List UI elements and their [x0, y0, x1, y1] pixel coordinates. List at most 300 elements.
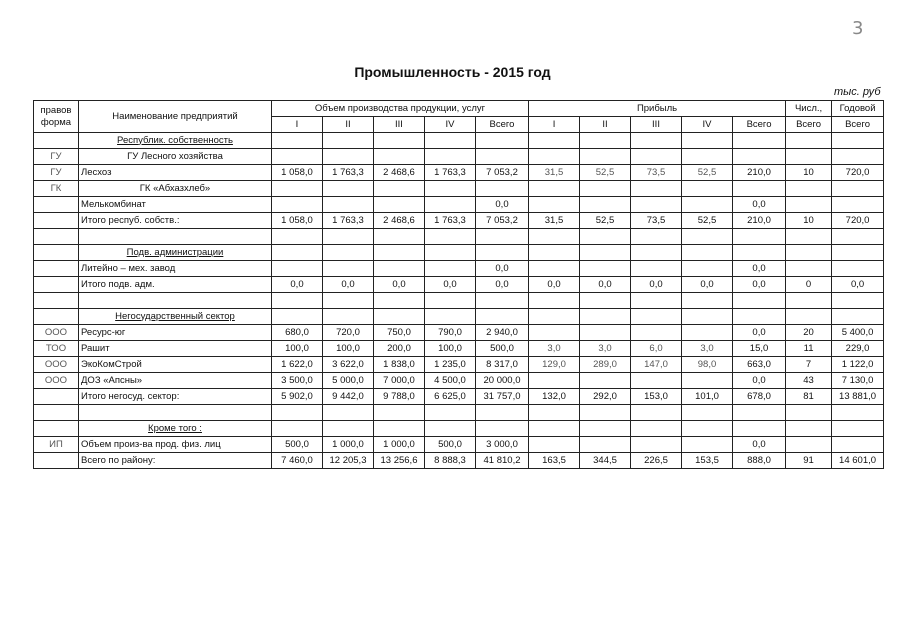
- header-count-total: Всего: [786, 117, 832, 133]
- value-cell: [786, 149, 832, 165]
- value-cell: 0,0: [476, 277, 529, 293]
- value-cell: 0,0: [631, 277, 682, 293]
- value-cell: [529, 373, 580, 389]
- value-cell: 0,0: [323, 277, 374, 293]
- legal-form-cell: [34, 261, 79, 277]
- value-cell: [425, 309, 476, 325]
- legal-form-cell: [34, 197, 79, 213]
- value-cell: [272, 133, 323, 149]
- table-row-total: [34, 277, 884, 293]
- value-cell: [374, 181, 425, 197]
- value-cell: 100,0: [323, 341, 374, 357]
- value-cell: 292,0: [580, 389, 631, 405]
- value-cell: [374, 149, 425, 165]
- value-cell: 0,0: [832, 277, 884, 293]
- value-cell: [580, 437, 631, 453]
- value-cell: 720,0: [832, 165, 884, 181]
- value-cell: [374, 421, 425, 437]
- value-cell: [832, 437, 884, 453]
- value-cell: 720,0: [832, 213, 884, 229]
- legal-form-cell: [34, 309, 79, 325]
- value-cell: 20 000,0: [476, 373, 529, 389]
- value-cell: [832, 261, 884, 277]
- value-cell: [682, 437, 733, 453]
- value-cell: 663,0: [733, 357, 786, 373]
- value-cell: [631, 229, 682, 245]
- value-cell: [529, 181, 580, 197]
- header-row-top: [34, 101, 884, 117]
- value-cell: 0,0: [374, 277, 425, 293]
- value-cell: 3,0: [529, 341, 580, 357]
- value-cell: [425, 197, 476, 213]
- value-cell: [682, 325, 733, 341]
- value-cell: [786, 293, 832, 309]
- value-cell: [323, 405, 374, 421]
- value-cell: 13 881,0: [832, 389, 884, 405]
- value-cell: [272, 309, 323, 325]
- value-cell: [529, 309, 580, 325]
- value-cell: [682, 405, 733, 421]
- value-cell: [682, 245, 733, 261]
- value-cell: 153,5: [682, 453, 733, 469]
- value-cell: 6 625,0: [425, 389, 476, 405]
- enterprise-name-cell: ЭкоКомСтрой: [79, 357, 272, 373]
- page-title: Промышленность - 2015 год: [354, 64, 551, 80]
- value-cell: [580, 133, 631, 149]
- value-cell: 43: [786, 373, 832, 389]
- value-cell: 10: [786, 213, 832, 229]
- value-cell: [682, 309, 733, 325]
- value-cell: [529, 197, 580, 213]
- value-cell: [631, 197, 682, 213]
- value-cell: [374, 229, 425, 245]
- value-cell: [272, 421, 323, 437]
- units-label: тыс. руб: [834, 86, 881, 98]
- table-row-blank: [34, 229, 884, 245]
- value-cell: 3 500,0: [272, 373, 323, 389]
- legal-form-cell: [34, 133, 79, 149]
- value-cell: 1 763,3: [425, 213, 476, 229]
- enterprise-name-cell: Рашит: [79, 341, 272, 357]
- value-cell: [529, 261, 580, 277]
- value-cell: [476, 309, 529, 325]
- value-cell: [580, 293, 631, 309]
- value-cell: 0: [786, 277, 832, 293]
- table-row-blank: [34, 405, 884, 421]
- value-cell: 226,5: [631, 453, 682, 469]
- table-row: [34, 165, 884, 181]
- table-row: [34, 341, 884, 357]
- header-profit-q4: IV: [682, 117, 733, 133]
- value-cell: [832, 309, 884, 325]
- value-cell: [580, 245, 631, 261]
- value-cell: [425, 245, 476, 261]
- value-cell: 7: [786, 357, 832, 373]
- legal-form-cell: ГК: [34, 181, 79, 197]
- value-cell: [786, 197, 832, 213]
- value-cell: [580, 229, 631, 245]
- value-cell: 0,0: [733, 277, 786, 293]
- value-cell: [733, 293, 786, 309]
- value-cell: [786, 309, 832, 325]
- value-cell: 1 122,0: [832, 357, 884, 373]
- value-cell: [529, 437, 580, 453]
- enterprise-name-cell: Мелькомбинат: [79, 197, 272, 213]
- legal-form-cell: [34, 389, 79, 405]
- legal-form-cell: [34, 277, 79, 293]
- header-profit-q1: I: [529, 117, 580, 133]
- header-profit-total: Всего: [733, 117, 786, 133]
- value-cell: [323, 309, 374, 325]
- enterprise-name-cell: Итого подв. адм.: [79, 277, 272, 293]
- table-row-total: [34, 389, 884, 405]
- value-cell: [580, 197, 631, 213]
- value-cell: 0,0: [272, 277, 323, 293]
- value-cell: 500,0: [425, 437, 476, 453]
- value-cell: 7 130,0: [832, 373, 884, 389]
- value-cell: 73,5: [631, 165, 682, 181]
- value-cell: [733, 405, 786, 421]
- value-cell: 7 460,0: [272, 453, 323, 469]
- value-cell: 1 622,0: [272, 357, 323, 373]
- value-cell: 678,0: [733, 389, 786, 405]
- value-cell: [272, 245, 323, 261]
- value-cell: [631, 437, 682, 453]
- value-cell: [682, 149, 733, 165]
- header-volume-q3: III: [374, 117, 425, 133]
- value-cell: 81: [786, 389, 832, 405]
- value-cell: [786, 437, 832, 453]
- value-cell: 91: [786, 453, 832, 469]
- enterprise-name-cell: Кроме того :: [79, 421, 272, 437]
- industry-report-table: [33, 100, 884, 469]
- header-profit-q3: III: [631, 117, 682, 133]
- value-cell: 20: [786, 325, 832, 341]
- value-cell: 52,5: [682, 165, 733, 181]
- table-row: [34, 149, 884, 165]
- table-row: [34, 245, 884, 261]
- header-volume-q2: II: [323, 117, 374, 133]
- table-row: [34, 133, 884, 149]
- value-cell: [631, 309, 682, 325]
- value-cell: [786, 261, 832, 277]
- value-cell: [476, 133, 529, 149]
- enterprise-name-cell: [79, 293, 272, 309]
- enterprise-name-cell: Негосударственный сектор: [79, 309, 272, 325]
- value-cell: [272, 181, 323, 197]
- enterprise-name-cell: ГУ Лесного хозяйства: [79, 149, 272, 165]
- value-cell: [272, 261, 323, 277]
- value-cell: [529, 293, 580, 309]
- value-cell: [323, 261, 374, 277]
- value-cell: 8 888,3: [425, 453, 476, 469]
- value-cell: [733, 309, 786, 325]
- value-cell: 31 757,0: [476, 389, 529, 405]
- value-cell: 8 317,0: [476, 357, 529, 373]
- value-cell: 0,0: [425, 277, 476, 293]
- value-cell: [786, 133, 832, 149]
- value-cell: [631, 373, 682, 389]
- value-cell: [272, 293, 323, 309]
- value-cell: [682, 229, 733, 245]
- value-cell: [580, 149, 631, 165]
- value-cell: [682, 261, 733, 277]
- enterprise-name-cell: Итого негосуд. сектор:: [79, 389, 272, 405]
- legal-form-cell: ТОО: [34, 341, 79, 357]
- value-cell: 0,0: [682, 277, 733, 293]
- enterprise-name-cell: Всего по району:: [79, 453, 272, 469]
- value-cell: [425, 149, 476, 165]
- header-annual-total: Всего: [832, 117, 884, 133]
- value-cell: [682, 181, 733, 197]
- value-cell: [476, 245, 529, 261]
- value-cell: 500,0: [272, 437, 323, 453]
- value-cell: [631, 421, 682, 437]
- page-number: 3: [852, 18, 864, 39]
- value-cell: [631, 149, 682, 165]
- value-cell: 0,0: [733, 437, 786, 453]
- report-body: [34, 133, 884, 469]
- value-cell: 9 442,0: [323, 389, 374, 405]
- value-cell: 1 000,0: [374, 437, 425, 453]
- value-cell: 100,0: [272, 341, 323, 357]
- value-cell: [272, 229, 323, 245]
- legal-form-cell: [34, 213, 79, 229]
- value-cell: 41 810,2: [476, 453, 529, 469]
- legal-form-cell: ИП: [34, 437, 79, 453]
- value-cell: [733, 421, 786, 437]
- value-cell: 210,0: [733, 165, 786, 181]
- value-cell: 52,5: [682, 213, 733, 229]
- value-cell: 31,5: [529, 165, 580, 181]
- value-cell: [323, 293, 374, 309]
- value-cell: [374, 293, 425, 309]
- value-cell: 750,0: [374, 325, 425, 341]
- value-cell: [374, 405, 425, 421]
- value-cell: 229,0: [832, 341, 884, 357]
- value-cell: [733, 229, 786, 245]
- value-cell: [425, 229, 476, 245]
- value-cell: 101,0: [682, 389, 733, 405]
- value-cell: [476, 405, 529, 421]
- value-cell: [323, 229, 374, 245]
- value-cell: [476, 421, 529, 437]
- value-cell: 0,0: [733, 261, 786, 277]
- value-cell: [682, 133, 733, 149]
- value-cell: [631, 261, 682, 277]
- value-cell: 7 053,2: [476, 165, 529, 181]
- value-cell: [425, 181, 476, 197]
- header-volume-q4: IV: [425, 117, 476, 133]
- value-cell: [832, 197, 884, 213]
- value-cell: 4 500,0: [425, 373, 476, 389]
- value-cell: [425, 421, 476, 437]
- value-cell: [631, 405, 682, 421]
- value-cell: [786, 421, 832, 437]
- value-cell: [733, 149, 786, 165]
- value-cell: 344,5: [580, 453, 631, 469]
- value-cell: [476, 181, 529, 197]
- value-cell: [374, 245, 425, 261]
- value-cell: 129,0: [529, 357, 580, 373]
- enterprise-name-cell: Литейно – мех. завод: [79, 261, 272, 277]
- value-cell: [786, 405, 832, 421]
- value-cell: 0,0: [476, 261, 529, 277]
- value-cell: [580, 309, 631, 325]
- value-cell: 163,5: [529, 453, 580, 469]
- value-cell: [272, 405, 323, 421]
- value-cell: [323, 421, 374, 437]
- value-cell: [786, 229, 832, 245]
- enterprise-name-cell: Республик. собственность: [79, 133, 272, 149]
- value-cell: 1 763,3: [323, 213, 374, 229]
- value-cell: [476, 229, 529, 245]
- header-volume: Объем производства продукции, услуг: [272, 101, 529, 117]
- value-cell: 210,0: [733, 213, 786, 229]
- value-cell: [733, 245, 786, 261]
- header-count: Числ.,: [786, 101, 832, 117]
- value-cell: 9 788,0: [374, 389, 425, 405]
- value-cell: [272, 197, 323, 213]
- enterprise-name-cell: Лесхоз: [79, 165, 272, 181]
- value-cell: [832, 245, 884, 261]
- value-cell: 0,0: [733, 197, 786, 213]
- legal-form-cell: [34, 405, 79, 421]
- value-cell: [374, 197, 425, 213]
- value-cell: [631, 325, 682, 341]
- value-cell: 0,0: [733, 325, 786, 341]
- value-cell: [476, 293, 529, 309]
- header-profit-q2: II: [580, 117, 631, 133]
- value-cell: [580, 325, 631, 341]
- legal-form-cell: ООО: [34, 325, 79, 341]
- legal-form-cell: ООО: [34, 357, 79, 373]
- enterprise-name-cell: Итого респуб. собств.:: [79, 213, 272, 229]
- value-cell: [733, 133, 786, 149]
- value-cell: [425, 293, 476, 309]
- value-cell: 100,0: [425, 341, 476, 357]
- value-cell: 2 468,6: [374, 165, 425, 181]
- table-row: [34, 181, 884, 197]
- value-cell: 1 838,0: [374, 357, 425, 373]
- value-cell: [832, 149, 884, 165]
- value-cell: [682, 421, 733, 437]
- value-cell: [631, 293, 682, 309]
- enterprise-name-cell: ДОЗ «Апсны»: [79, 373, 272, 389]
- enterprise-name-cell: ГК «Абхазхлеб»: [79, 181, 272, 197]
- value-cell: 680,0: [272, 325, 323, 341]
- value-cell: 15,0: [733, 341, 786, 357]
- value-cell: [425, 405, 476, 421]
- value-cell: 7 000,0: [374, 373, 425, 389]
- value-cell: 3 622,0: [323, 357, 374, 373]
- legal-form-cell: ГУ: [34, 165, 79, 181]
- value-cell: [786, 181, 832, 197]
- value-cell: [733, 181, 786, 197]
- value-cell: 6,0: [631, 341, 682, 357]
- legal-form-cell: [34, 453, 79, 469]
- value-cell: 5 000,0: [323, 373, 374, 389]
- value-cell: [425, 133, 476, 149]
- value-cell: 153,0: [631, 389, 682, 405]
- enterprise-name-cell: [79, 229, 272, 245]
- value-cell: 0,0: [733, 373, 786, 389]
- value-cell: 1 058,0: [272, 213, 323, 229]
- table-row: [34, 309, 884, 325]
- value-cell: 1 763,3: [323, 165, 374, 181]
- table-row: [34, 261, 884, 277]
- value-cell: [832, 181, 884, 197]
- value-cell: [832, 405, 884, 421]
- value-cell: 790,0: [425, 325, 476, 341]
- table-row: [34, 325, 884, 341]
- value-cell: 3,0: [682, 341, 733, 357]
- value-cell: 1 000,0: [323, 437, 374, 453]
- value-cell: 13 256,6: [374, 453, 425, 469]
- legal-form-cell: [34, 421, 79, 437]
- table-row: [34, 373, 884, 389]
- legal-form-cell: ООО: [34, 373, 79, 389]
- value-cell: [323, 245, 374, 261]
- value-cell: [425, 261, 476, 277]
- value-cell: 720,0: [323, 325, 374, 341]
- table-row-total: [34, 213, 884, 229]
- enterprise-name-cell: Подв. администрации: [79, 245, 272, 261]
- value-cell: 7 053,2: [476, 213, 529, 229]
- value-cell: [580, 261, 631, 277]
- value-cell: 52,5: [580, 213, 631, 229]
- header-form: правов форма: [34, 101, 79, 133]
- value-cell: 98,0: [682, 357, 733, 373]
- header-annual: Годовой: [832, 101, 884, 117]
- value-cell: [832, 293, 884, 309]
- table-row: [34, 357, 884, 373]
- header-name: Наименование предприятий: [79, 101, 272, 133]
- value-cell: [631, 133, 682, 149]
- value-cell: [786, 245, 832, 261]
- value-cell: 2 940,0: [476, 325, 529, 341]
- value-cell: [476, 149, 529, 165]
- value-cell: 500,0: [476, 341, 529, 357]
- value-cell: 147,0: [631, 357, 682, 373]
- legal-form-cell: [34, 229, 79, 245]
- value-cell: 3 000,0: [476, 437, 529, 453]
- value-cell: [682, 373, 733, 389]
- enterprise-name-cell: Ресурс-юг: [79, 325, 272, 341]
- table-row-blank: [34, 293, 884, 309]
- value-cell: [832, 229, 884, 245]
- value-cell: [323, 181, 374, 197]
- value-cell: [631, 181, 682, 197]
- value-cell: 14 601,0: [832, 453, 884, 469]
- value-cell: 52,5: [580, 165, 631, 181]
- value-cell: [272, 149, 323, 165]
- header-volume-q1: I: [272, 117, 323, 133]
- value-cell: 1 235,0: [425, 357, 476, 373]
- value-cell: [631, 245, 682, 261]
- value-cell: 0,0: [580, 277, 631, 293]
- value-cell: [529, 229, 580, 245]
- value-cell: [323, 133, 374, 149]
- value-cell: 31,5: [529, 213, 580, 229]
- value-cell: [832, 421, 884, 437]
- value-cell: [323, 149, 374, 165]
- legal-form-cell: [34, 293, 79, 309]
- value-cell: [374, 133, 425, 149]
- value-cell: [832, 133, 884, 149]
- value-cell: [529, 133, 580, 149]
- value-cell: [374, 261, 425, 277]
